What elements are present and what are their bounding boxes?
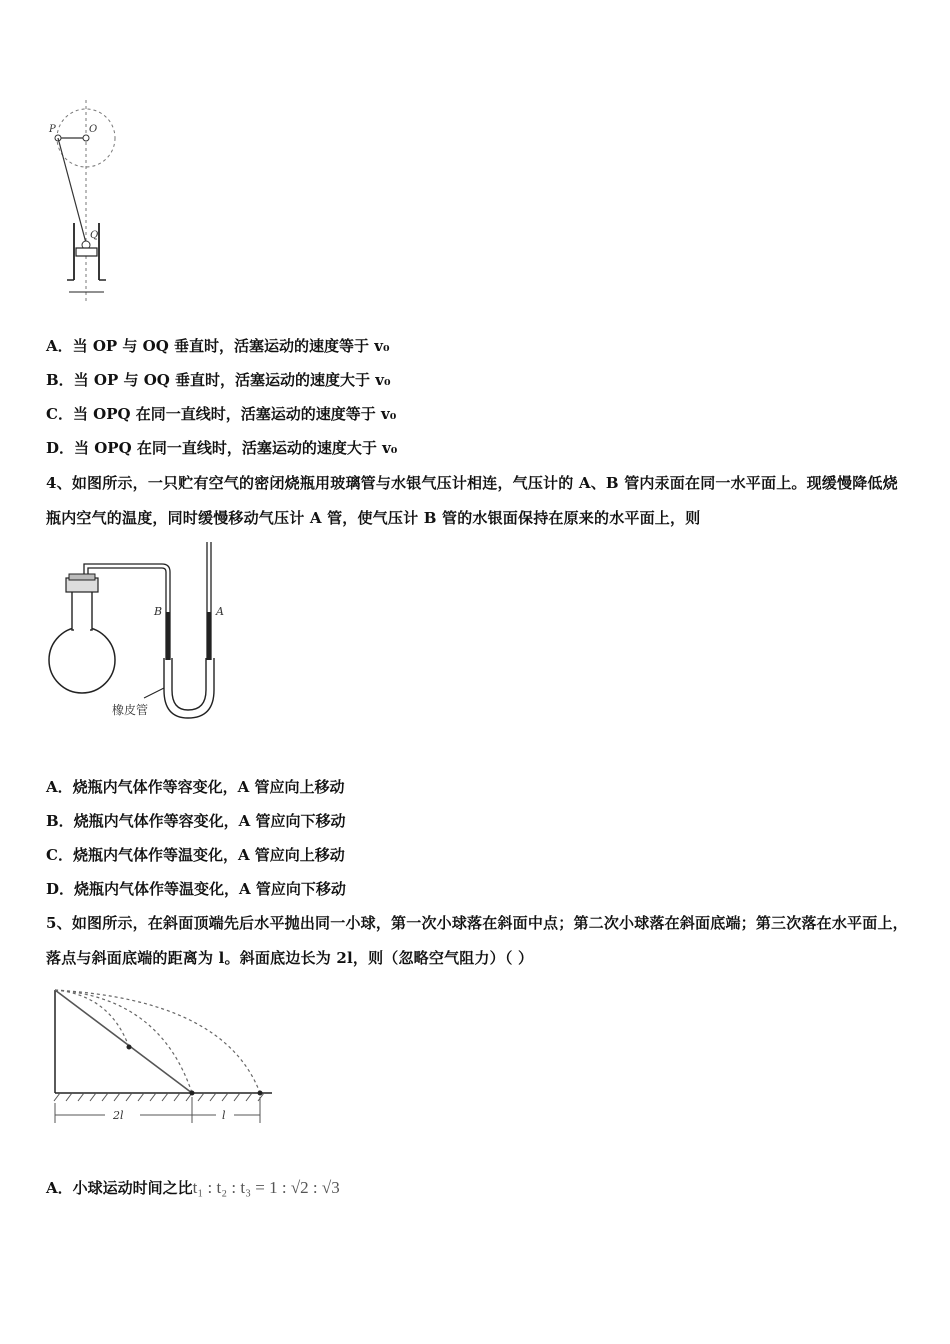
figure2-label-b: B xyxy=(154,605,163,618)
q3-option-c: C．当 OPQ 在同一直线时，活塞运动的速度等于 v₀ xyxy=(46,405,397,423)
figure1-label-o: O xyxy=(89,124,98,135)
figure2-label-a: A xyxy=(216,605,224,618)
figure2-label-hose: 橡皮管 xyxy=(112,703,149,717)
q4-option-a: A．烧瓶内气体作等容变化，A 管应向上移动 xyxy=(46,778,345,796)
q3-option-b: B．当 OP 与 OQ 垂直时，活塞运动的速度大于 v₀ xyxy=(46,371,391,389)
q4-option-c: C．烧瓶内气体作等温变化，A 管应向上移动 xyxy=(46,846,345,864)
figure3-label-l: l xyxy=(222,1109,226,1122)
q5-stem: 5、如图所示，在斜面顶端先后水平抛出同一小球，第一次小球落在斜面中点；第二次小球落在斜面底端；第三次落在水平面上，落点与斜面底端的距离为 l。斜面底边长为 2l，则（忽略空气阻力）（ ） xyxy=(46,914,908,967)
q4-option-d: D．烧瓶内气体作等温变化，A 管应向下移动 xyxy=(46,880,346,898)
q5-option-a-text: A．小球运动时间之比 xyxy=(46,1179,193,1197)
q5-option-a-formula: t₁ : t₂ : t₃ = 1 : √2 : √3 xyxy=(192,1178,340,1197)
projectile-incline-figure xyxy=(50,985,275,1130)
figure3-label-2l: 2l xyxy=(113,1109,124,1122)
figure1-label-q: Q xyxy=(90,230,99,241)
flask-manometer-figure xyxy=(44,540,234,725)
figure1-label-p: P xyxy=(49,124,56,135)
q4-option-b: B．烧瓶内气体作等容变化，A 管应向下移动 xyxy=(46,812,346,830)
q3-option-d: D．当 OPQ 在同一直线时，活塞运动的速度大于 v₀ xyxy=(46,439,398,457)
q4-stem: 4、如图所示，一只贮有空气的密闭烧瓶用玻璃管与水银气压计相连，气压计的 A、B 管内汞面在同一水平面上。现缓慢降低烧瓶内空气的温度，同时缓慢移动气压计 A 管，使气压计 B 管的水银面保持在原来的水平面上，则 xyxy=(46,474,898,527)
crank-piston-figure xyxy=(44,98,124,303)
q3-option-a: A．当 OP 与 OQ 垂直时，活塞运动的速度等于 v₀ xyxy=(46,337,390,355)
q5-option-a xyxy=(46,1178,340,1198)
